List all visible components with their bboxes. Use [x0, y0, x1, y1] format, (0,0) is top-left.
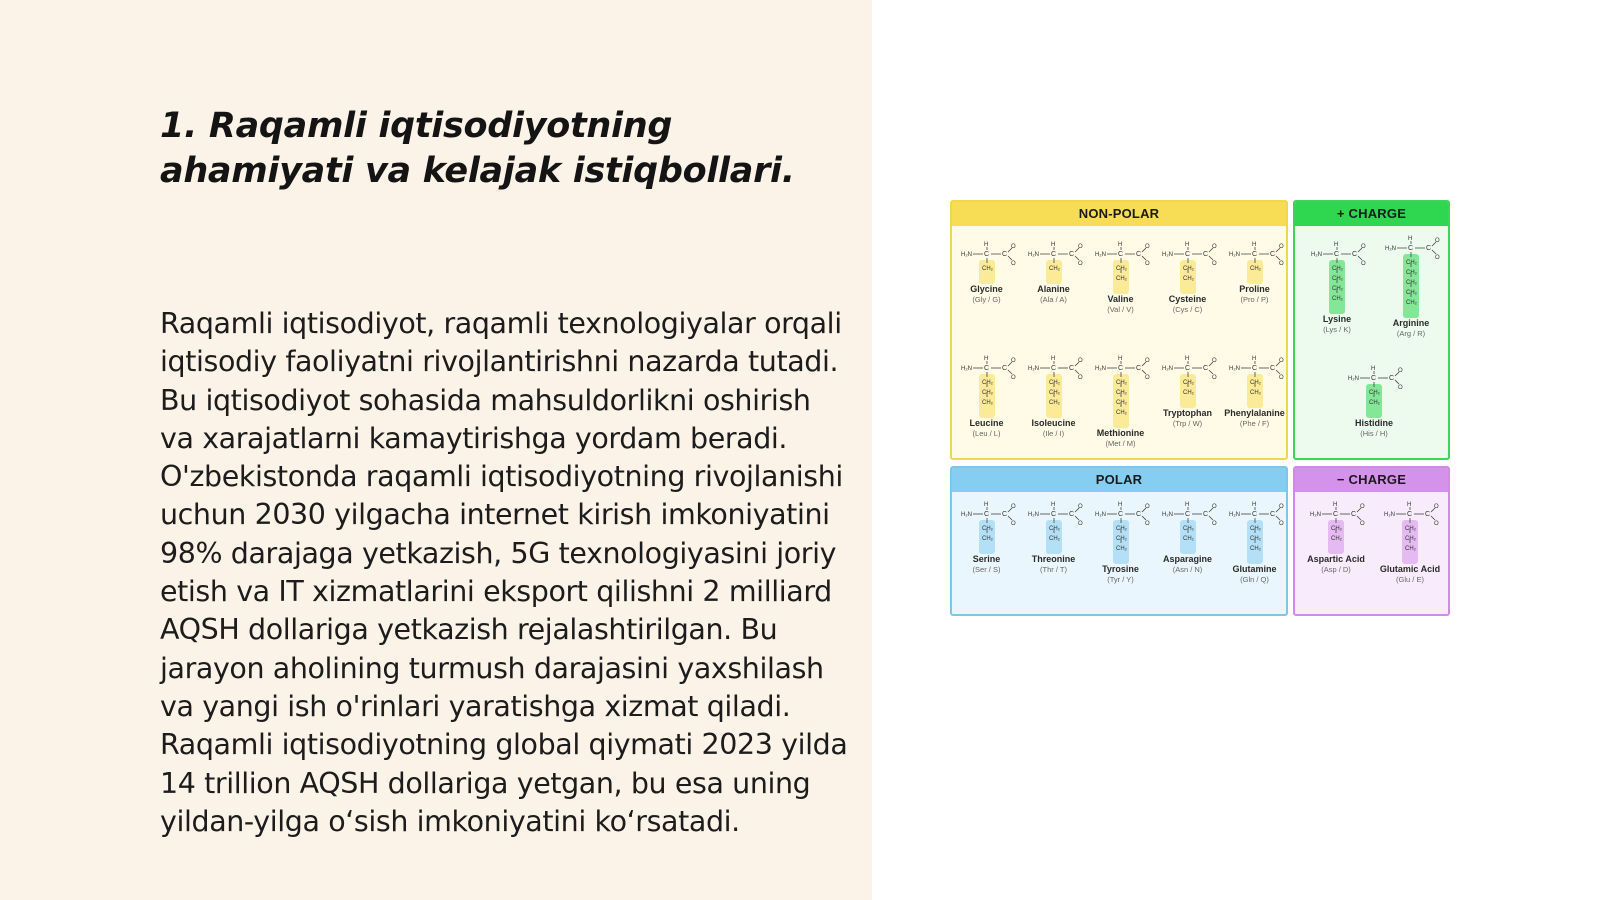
amino-acid-code: (Ile / I)	[1042, 429, 1065, 438]
svg-text:CH₂: CH₂	[1331, 526, 1342, 532]
svg-text:H: H	[1117, 356, 1122, 362]
amino-acid-proline	[1222, 238, 1287, 305]
svg-text:H: H	[1184, 502, 1189, 508]
svg-text:H₂N: H₂N	[1094, 366, 1106, 372]
svg-text:CH₂: CH₂	[1115, 380, 1127, 386]
svg-text:H₂N: H₂N	[960, 366, 972, 372]
svg-text:C: C	[1001, 251, 1007, 258]
svg-text:H: H	[1117, 242, 1122, 248]
svg-text:C: C	[1408, 245, 1414, 252]
molecule-structure-icon	[1021, 498, 1086, 554]
svg-text:O: O	[1278, 261, 1284, 267]
svg-text:CH₂: CH₂	[1182, 390, 1194, 396]
nonpolar-group	[950, 200, 1288, 460]
svg-text:O: O	[1211, 521, 1217, 527]
amino-acid-asparagine	[1155, 498, 1220, 575]
amino-acid-code: (Ser / S)	[972, 565, 1001, 574]
svg-text:C: C	[1135, 511, 1141, 518]
svg-text:H₂N: H₂N	[1161, 512, 1173, 518]
svg-text:O: O	[1144, 261, 1150, 267]
svg-text:H: H	[1333, 502, 1338, 508]
svg-text:O: O	[1144, 375, 1150, 381]
svg-text:C: C	[1389, 375, 1395, 382]
amino-acid-name: Cysteine	[1168, 294, 1207, 304]
svg-text:H₂N: H₂N	[1094, 512, 1106, 518]
svg-text:CH₂: CH₂	[1048, 390, 1060, 396]
svg-text:O: O	[1077, 261, 1083, 267]
svg-text:CH₂: CH₂	[1115, 390, 1127, 396]
svg-text:CH₂: CH₂	[1406, 280, 1417, 286]
svg-text:CH₂: CH₂	[1048, 536, 1060, 542]
svg-text:CH₂: CH₂	[1249, 536, 1261, 542]
svg-text:C: C	[1202, 365, 1208, 372]
svg-text:CH₂: CH₂	[981, 380, 993, 386]
nonpolar-header: NON-POLAR	[952, 202, 1286, 226]
svg-text:H: H	[1050, 242, 1055, 248]
svg-text:O: O	[1211, 244, 1217, 250]
svg-text:CH₂: CH₂	[1332, 296, 1343, 302]
svg-text:C: C	[1001, 511, 1007, 518]
amino-acid-serine	[954, 498, 1019, 575]
svg-text:H: H	[1334, 242, 1339, 248]
svg-text:CH₂: CH₂	[1249, 380, 1261, 386]
svg-text:CH₂: CH₂	[1249, 390, 1261, 396]
amino-acid-name: Isoleucine	[1031, 418, 1076, 428]
amino-acid-valine	[1088, 238, 1153, 315]
svg-text:CH₂: CH₂	[1115, 536, 1127, 542]
amino-acid-tryptophan	[1155, 352, 1220, 429]
svg-text:O: O	[1434, 521, 1439, 527]
molecule-structure-icon	[1155, 352, 1220, 408]
svg-text:O: O	[1077, 521, 1083, 527]
amino-acid-glutamic-acid	[1373, 498, 1447, 585]
amino-acid-name: Valine	[1107, 294, 1134, 304]
svg-text:CH₂: CH₂	[1406, 270, 1417, 276]
svg-text:C: C	[1135, 251, 1141, 258]
svg-text:H: H	[1050, 502, 1055, 508]
negative-charge-header: − CHARGE	[1295, 468, 1448, 492]
svg-text:H: H	[1050, 356, 1055, 362]
svg-text:CH₂: CH₂	[1369, 400, 1380, 406]
amino-acid-name: Glycine	[970, 284, 1003, 294]
svg-text:H: H	[1184, 242, 1189, 248]
svg-text:CH₂: CH₂	[981, 266, 993, 272]
amino-acid-code: (Thr / T)	[1040, 565, 1067, 574]
svg-text:O: O	[1398, 385, 1403, 391]
svg-text:O: O	[1398, 368, 1403, 374]
svg-text:C: C	[1371, 375, 1377, 382]
amino-acid-name: Glutamine	[1232, 564, 1277, 574]
svg-text:O: O	[1144, 358, 1150, 364]
svg-text:CH₂: CH₂	[1332, 276, 1343, 282]
svg-text:CH₂: CH₂	[1249, 526, 1261, 532]
svg-text:CH₂: CH₂	[1331, 536, 1342, 542]
molecule-structure-icon	[954, 238, 1019, 284]
svg-text:H₂N: H₂N	[1161, 366, 1173, 372]
amino-acid-tyrosine	[1088, 498, 1153, 585]
svg-text:CH₂: CH₂	[1115, 266, 1127, 272]
molecule-structure-icon	[954, 352, 1019, 418]
svg-text:H₂N: H₂N	[1385, 246, 1396, 252]
svg-text:H₂N: H₂N	[1228, 366, 1240, 372]
svg-text:H: H	[983, 356, 988, 362]
svg-text:O: O	[1010, 521, 1016, 527]
molecule-structure-icon	[1155, 498, 1220, 554]
svg-text:CH₂: CH₂	[1405, 536, 1416, 542]
svg-text:O: O	[1010, 504, 1016, 510]
amino-acid-isoleucine	[1021, 352, 1086, 439]
molecule-structure-icon	[954, 498, 1019, 554]
svg-text:C: C	[1001, 365, 1007, 372]
svg-text:H₂N: H₂N	[1348, 376, 1359, 382]
amino-acid-code: (Leu / L)	[972, 429, 1001, 438]
svg-text:O: O	[1435, 238, 1440, 244]
svg-text:O: O	[1010, 358, 1016, 364]
svg-text:H₂N: H₂N	[1094, 252, 1106, 258]
amino-acid-code: (Pro / P)	[1240, 295, 1269, 304]
amino-acid-name: Tryptophan	[1163, 408, 1212, 418]
svg-text:H: H	[983, 242, 988, 248]
svg-text:CH₂: CH₂	[1249, 546, 1261, 552]
amino-acid-name: Glutamic Acid	[1379, 564, 1441, 574]
svg-text:O: O	[1361, 261, 1366, 267]
svg-text:C: C	[1117, 511, 1123, 518]
svg-text:H₂N: H₂N	[1311, 252, 1322, 258]
amino-acid-name: Alanine	[1037, 284, 1070, 294]
positive-charge-header: + CHARGE	[1295, 202, 1448, 226]
svg-text:CH₂: CH₂	[1405, 546, 1416, 552]
amino-acid-code: (Met / M)	[1105, 439, 1136, 448]
svg-text:H: H	[1251, 356, 1256, 362]
svg-text:C: C	[1117, 251, 1123, 258]
svg-text:O: O	[1077, 244, 1083, 250]
svg-text:H₂N: H₂N	[1310, 512, 1321, 518]
svg-text:C: C	[1269, 365, 1275, 372]
amino-acid-arginine	[1375, 232, 1447, 339]
svg-text:C: C	[1202, 511, 1208, 518]
svg-text:C: C	[1068, 251, 1074, 258]
molecule-structure-icon	[1155, 238, 1220, 294]
svg-text:CH₂: CH₂	[1048, 266, 1060, 272]
amino-acid-name: Aspartic Acid	[1307, 554, 1365, 564]
svg-text:O: O	[1010, 375, 1016, 381]
svg-text:O: O	[1144, 244, 1150, 250]
slide-body-text: Raqamli iqtisodiyot, raqamli texnologiyalar orqali iqtisodiy faoliyatni rivojlantirishni nazarda tutadi. Bu iqtisodiyot sohasida mahsuldorlikni oshirish va xarajatlarni kamaytirishga yordam beradi. O'zbekistonda raqamli iqtisodiyotning rivojlanishi uchun 2030 yilgacha internet kirish imkoniyatini 98% darajaga yetkazish, 5G texnologiyasini joriy etish va IT xizmatlarini eksport qilishni 2 milliard AQSH dollariga yetkazish rejalashtirilgan. Bu jarayon aholining turmush darajasini yaxshilash va yangi ish o'rinlari yaratishga xizmat qiladi. Raqamli iqtisodiyotning global qiymati 2023 yilda 14 trillion AQSH dollariga yetgan, bu esa uning yildan-yilga o‘sish imkoniyatini ko‘rsatadi.	[160, 307, 848, 838]
svg-text:C: C	[1333, 511, 1339, 518]
svg-text:O: O	[1278, 358, 1284, 364]
svg-text:O: O	[1010, 244, 1016, 250]
svg-text:H₂N: H₂N	[1027, 512, 1039, 518]
amino-acid-leucine	[954, 352, 1019, 439]
svg-text:CH₂: CH₂	[1249, 266, 1261, 272]
svg-text:O: O	[1211, 358, 1217, 364]
molecule-structure-icon	[1301, 498, 1371, 554]
svg-text:C: C	[1050, 511, 1056, 518]
svg-text:H₂N: H₂N	[1161, 252, 1173, 258]
svg-text:CH₂: CH₂	[1406, 290, 1417, 296]
svg-text:C: C	[1117, 365, 1123, 372]
amino-acid-code: (Phe / F)	[1239, 419, 1270, 428]
svg-text:CH₂: CH₂	[1182, 536, 1194, 542]
svg-text:C: C	[1407, 511, 1413, 518]
svg-text:O: O	[1435, 255, 1440, 261]
amino-acid-aspartic-acid	[1301, 498, 1371, 575]
svg-text:C: C	[1351, 511, 1357, 518]
svg-text:H: H	[1251, 502, 1256, 508]
svg-text:C: C	[1068, 511, 1074, 518]
positive-charge-group	[1293, 200, 1450, 460]
molecule-structure-icon	[1088, 498, 1153, 564]
svg-text:O: O	[1361, 244, 1366, 250]
svg-text:H: H	[1408, 236, 1413, 242]
svg-text:CH₂: CH₂	[1048, 380, 1060, 386]
svg-text:H₂N: H₂N	[1384, 512, 1395, 518]
svg-text:H: H	[1117, 502, 1122, 508]
svg-text:H₂N: H₂N	[1027, 366, 1039, 372]
molecule-structure-icon	[1375, 232, 1447, 318]
svg-text:H: H	[983, 502, 988, 508]
svg-text:H₂N: H₂N	[960, 252, 972, 258]
svg-text:C: C	[1425, 511, 1431, 518]
amino-acid-code: (Gln / Q)	[1240, 575, 1269, 584]
svg-text:C: C	[1334, 251, 1340, 258]
svg-text:H₂N: H₂N	[1228, 252, 1240, 258]
svg-text:C: C	[1251, 511, 1257, 518]
amino-acid-code: (Gly / G)	[972, 295, 1001, 304]
amino-acid-name: Lysine	[1322, 314, 1352, 324]
svg-text:CH₂: CH₂	[981, 526, 993, 532]
svg-text:C: C	[1135, 365, 1141, 372]
svg-text:CH₂: CH₂	[1182, 526, 1194, 532]
molecule-structure-icon	[1339, 362, 1409, 418]
svg-text:CH₂: CH₂	[1182, 266, 1194, 272]
molecule-structure-icon	[1303, 238, 1371, 314]
slide-title: 1. Raqamli iqtisodiyotning ahamiyati va kelajak istiqbollari.	[160, 106, 795, 191]
amino-acid-name: Arginine	[1392, 318, 1430, 328]
molecule-structure-icon	[1021, 238, 1086, 284]
negative-charge-group	[1293, 466, 1450, 616]
svg-text:H₂N: H₂N	[960, 512, 972, 518]
amino-acid-phenylalanine	[1222, 352, 1287, 429]
molecule-structure-icon	[1373, 498, 1447, 564]
svg-text:C: C	[1184, 365, 1190, 372]
svg-text:CH₂: CH₂	[1048, 400, 1060, 406]
svg-text:C: C	[1269, 251, 1275, 258]
molecule-structure-icon	[1088, 352, 1153, 428]
svg-text:CH₂: CH₂	[1406, 300, 1417, 306]
polar-header: POLAR	[952, 468, 1286, 492]
svg-text:O: O	[1077, 358, 1083, 364]
svg-text:C: C	[1050, 251, 1056, 258]
amino-acid-code: (Trp / W)	[1172, 419, 1203, 428]
molecule-structure-icon	[1021, 352, 1086, 418]
amino-acid-histidine	[1339, 362, 1409, 439]
svg-text:CH₂: CH₂	[1182, 276, 1194, 282]
amino-acid-methionine	[1088, 352, 1153, 449]
amino-acid-name: Phenylalanine	[1224, 408, 1285, 418]
amino-acid-name: Histidine	[1354, 418, 1393, 428]
svg-text:O: O	[1211, 504, 1217, 510]
svg-text:C: C	[1352, 251, 1358, 258]
svg-text:C: C	[983, 365, 989, 372]
svg-text:CH₂: CH₂	[1048, 526, 1060, 532]
amino-acid-name: Proline	[1239, 284, 1270, 294]
svg-text:O: O	[1144, 521, 1150, 527]
svg-text:H₂N: H₂N	[1027, 252, 1039, 258]
svg-text:O: O	[1211, 375, 1217, 381]
svg-text:CH₂: CH₂	[1115, 400, 1127, 406]
amino-acid-code: (Tyr / Y)	[1107, 575, 1134, 584]
amino-acid-glycine	[954, 238, 1019, 305]
amino-acid-threonine	[1021, 498, 1086, 575]
amino-acid-glutamine	[1222, 498, 1287, 585]
svg-text:C: C	[1251, 251, 1257, 258]
amino-acid-name: Methionine	[1096, 428, 1145, 438]
svg-text:O: O	[1144, 504, 1150, 510]
amino-acid-code: (Asn / N)	[1172, 565, 1203, 574]
amino-acid-code: (Glu / E)	[1396, 575, 1424, 584]
svg-text:CH₂: CH₂	[1406, 260, 1417, 266]
svg-text:O: O	[1077, 504, 1083, 510]
svg-text:C: C	[1426, 245, 1432, 252]
svg-text:CH₂: CH₂	[1115, 276, 1127, 282]
amino-acid-alanine	[1021, 238, 1086, 305]
molecule-structure-icon	[1088, 238, 1153, 294]
svg-text:C: C	[983, 251, 989, 258]
svg-text:C: C	[1068, 365, 1074, 372]
amino-acid-name: Asparagine	[1162, 554, 1213, 564]
svg-text:O: O	[1278, 375, 1284, 381]
svg-text:O: O	[1360, 504, 1365, 510]
svg-text:H: H	[1371, 366, 1376, 372]
svg-text:CH₂: CH₂	[981, 400, 993, 406]
svg-text:O: O	[1010, 261, 1016, 267]
polar-group	[950, 466, 1288, 616]
svg-text:O: O	[1360, 521, 1365, 527]
molecule-structure-icon	[1222, 352, 1287, 408]
svg-text:H: H	[1184, 356, 1189, 362]
amino-acid-code: (Cys / C)	[1172, 305, 1203, 314]
molecule-structure-icon	[1222, 238, 1287, 284]
amino-acid-name: Threonine	[1031, 554, 1076, 564]
svg-text:O: O	[1278, 521, 1284, 527]
svg-text:C: C	[1184, 251, 1190, 258]
svg-text:CH₂: CH₂	[1115, 526, 1127, 532]
svg-text:CH₂: CH₂	[1405, 526, 1416, 532]
amino-acid-name: Leucine	[969, 418, 1004, 428]
svg-text:O: O	[1077, 375, 1083, 381]
svg-text:O: O	[1278, 504, 1284, 510]
svg-text:O: O	[1278, 244, 1284, 250]
amino-acid-name: Serine	[972, 554, 1001, 564]
amino-acid-name: Tyrosine	[1102, 564, 1139, 574]
svg-text:CH₂: CH₂	[1115, 410, 1127, 416]
amino-acid-code: (Val / V)	[1107, 305, 1134, 314]
svg-text:C: C	[983, 511, 989, 518]
svg-text:H: H	[1251, 242, 1256, 248]
amino-acid-code: (His / H)	[1360, 429, 1388, 438]
svg-text:CH₂: CH₂	[981, 536, 993, 542]
svg-text:C: C	[1050, 365, 1056, 372]
svg-text:H₂N: H₂N	[1228, 512, 1240, 518]
amino-acid-code: (Arg / R)	[1396, 329, 1426, 338]
amino-acid-code: (Ala / A)	[1040, 295, 1067, 304]
amino-acid-lysine	[1303, 238, 1371, 335]
svg-text:O: O	[1434, 504, 1439, 510]
svg-text:CH₂: CH₂	[1182, 380, 1194, 386]
svg-text:CH₂: CH₂	[981, 390, 993, 396]
svg-text:C: C	[1202, 251, 1208, 258]
svg-text:CH₂: CH₂	[1332, 286, 1343, 292]
svg-text:O: O	[1211, 261, 1217, 267]
amino-acid-cysteine	[1155, 238, 1220, 315]
svg-text:CH₂: CH₂	[1332, 266, 1343, 272]
amino-acid-chart	[950, 200, 1450, 616]
svg-text:C: C	[1251, 365, 1257, 372]
amino-acid-code: (Asp / D)	[1321, 565, 1351, 574]
svg-text:H: H	[1407, 502, 1412, 508]
molecule-structure-icon	[1222, 498, 1287, 564]
svg-text:C: C	[1184, 511, 1190, 518]
svg-text:C: C	[1269, 511, 1275, 518]
svg-text:CH₂: CH₂	[1369, 390, 1380, 396]
svg-text:CH₂: CH₂	[1115, 546, 1127, 552]
amino-acid-code: (Lys / K)	[1323, 325, 1351, 334]
